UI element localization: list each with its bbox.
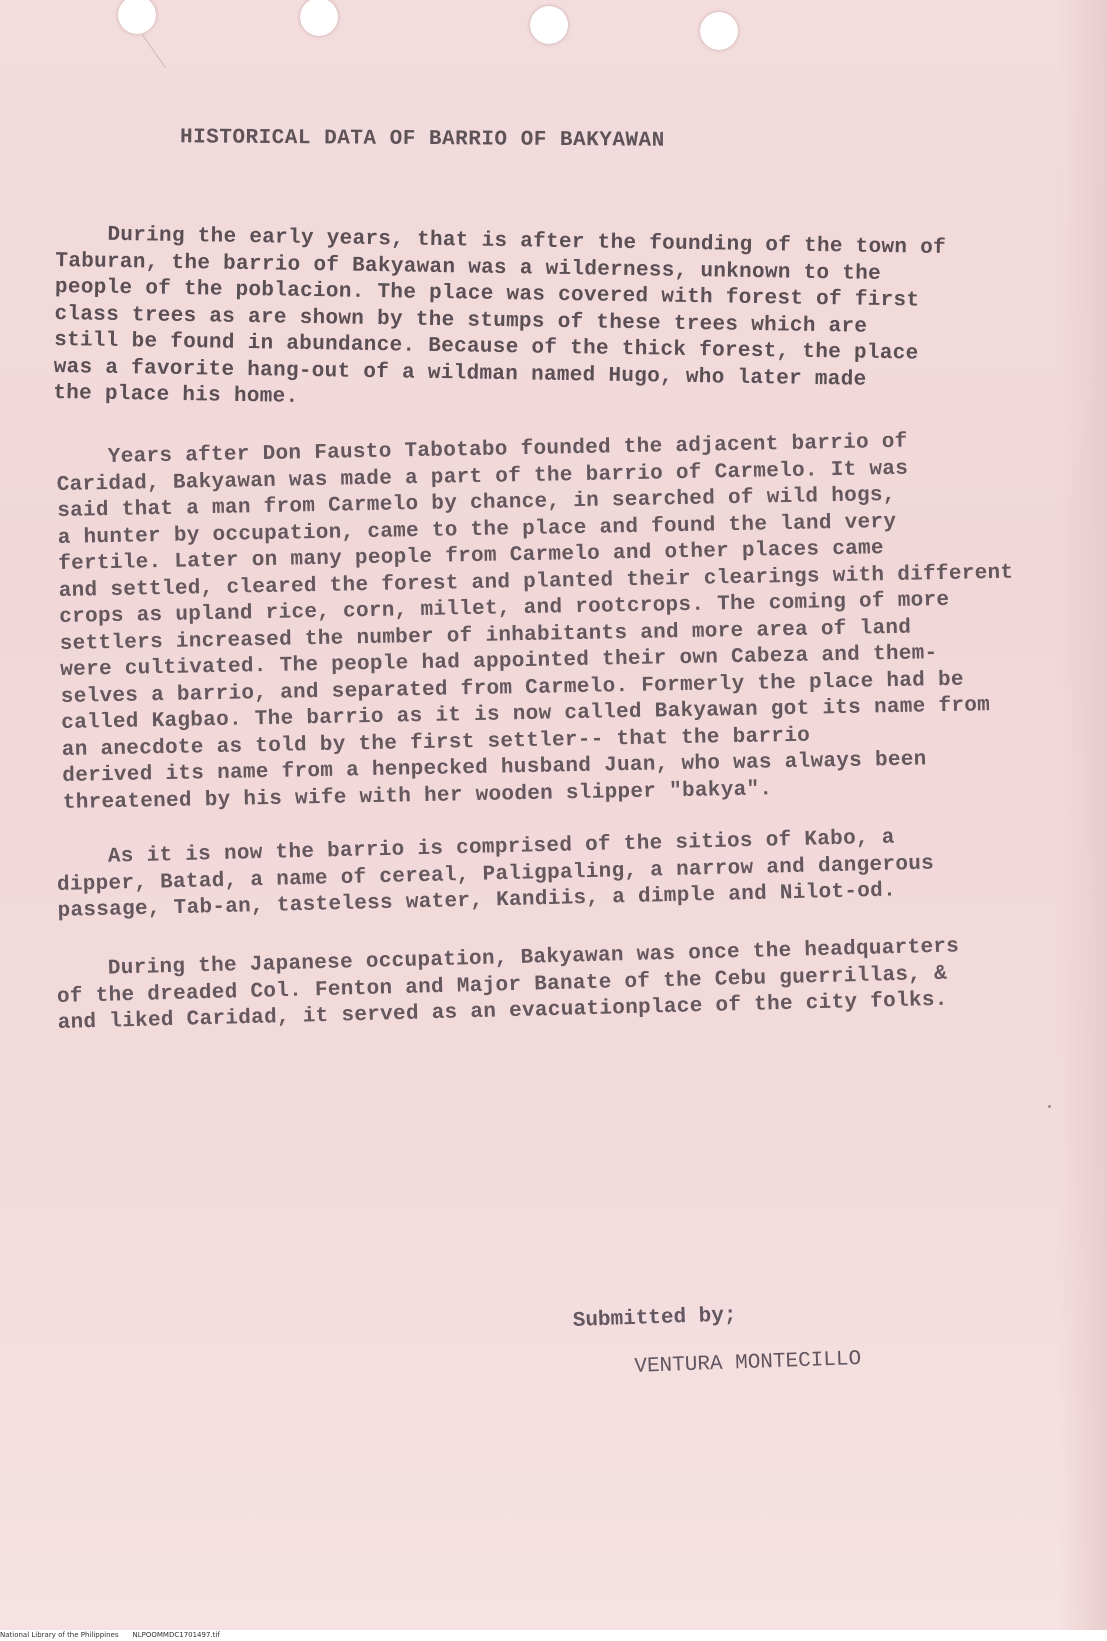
- document-title: HISTORICAL DATA OF BARRIO OF BAKYAWAN: [179, 126, 665, 153]
- page-edge-shadow: [1059, 0, 1107, 1630]
- submitter-name: VENTURA MONTECILLO: [634, 1347, 862, 1379]
- submitted-by-label: Submitted by;: [572, 1304, 737, 1333]
- paragraph-early-years: During the early years, that is after the founding of the town of Taburan, the barrio of Bakyawan was a wilderness, unknown to the people of the poblacion. The place was covered with forest of first class trees as are shown by the stumps of these trees which are still be found in abundance. Because of the thick forest, the place was a favorite hang-out of a wildman named Hugo, who later made the place his home.: [53, 222, 947, 409]
- punch-hole: [300, 0, 338, 36]
- signature-block: [572, 1288, 862, 1394]
- footer-institution: National Library of the Philippines: [0, 1631, 119, 1639]
- paragraph-japanese-occupation: During the Japanese occupation, Bakyawan was once the headquarters of the dreaded Col. Fenton and Major Banate of the Cebu guerrillas, & and liked Caridad, it served as an evacuationplace of the city folks.: [56, 935, 960, 1035]
- punch-hole: [700, 12, 738, 50]
- paragraph-sitios: As it is now the barrio is comprised of the sitios of Kabo, a dipper, Batad, a name of cereal, Paligpaling, a narrow and dangerous passage, Tab-an, tasteless water, Kandiis, a dimple and Nilot-od.: [56, 826, 935, 923]
- scan-footer: [0, 1630, 1107, 1641]
- ink-dot: [1048, 1105, 1051, 1108]
- paragraph-settlement: Years after Don Fausto Tabotabo founded the adjacent barrio of Caridad, Bakyawan was made a part of the barrio of Carmelo. It was said that a man from Carmelo by chance, in searched of wild hogs, a hunter by occupation, came to the place and found the land very fertile. Later on many people from Carmelo and other places came and settled, cleared the forest and planted their clearings with different crops as upland rice, corn, millet, and rootcrops. The coming of more settlers increased the number of inhabitants and more area of land were cultivated. The people had appointed their own Cabeza and them- selves a barrio, and separated from Carmelo. Formerly the place had be called Kagbao. The barrio as it is now called Bakyawan got its name from an anecdote as told by the first settler-- that the barrio derived its name from a henpecked husband Juan, who was always been threatened by his wife with her wooden slipper "bakya".: [56, 430, 1014, 815]
- footer-file-id: NLPOOMMDC1701497.tif: [132, 1631, 220, 1639]
- punch-hole: [530, 6, 568, 44]
